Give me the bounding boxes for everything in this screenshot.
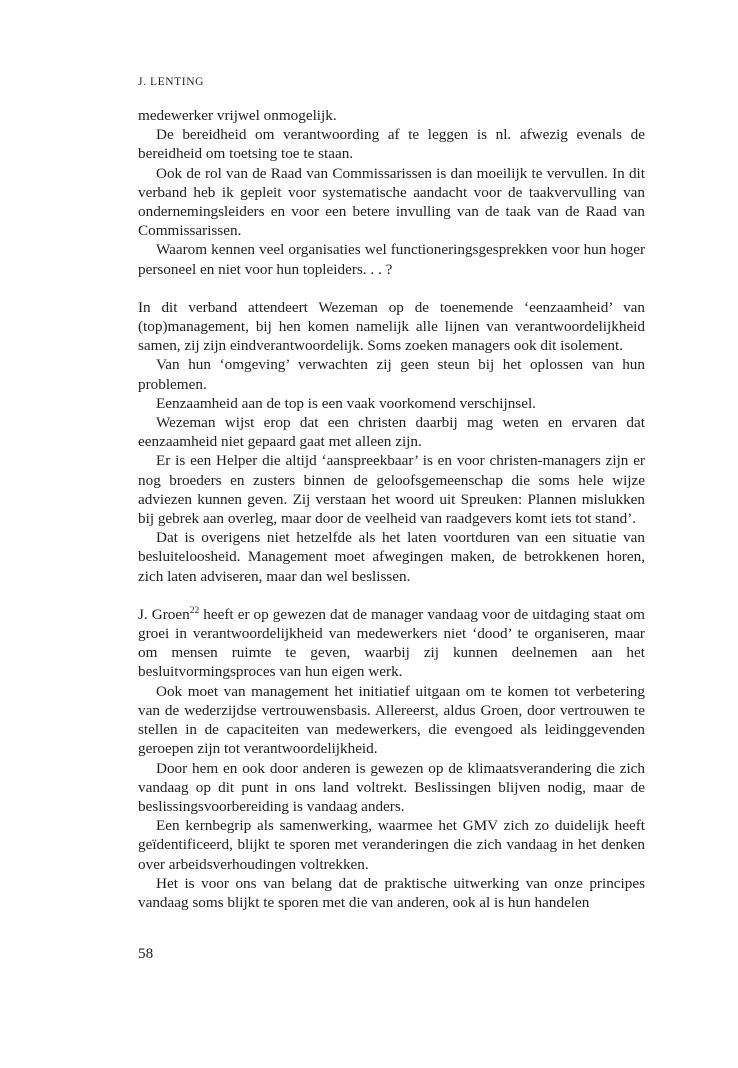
author-name: J. Groen xyxy=(138,605,190,623)
paragraph: Een kernbegrip als samenwerking, waarmee het GMV zich zo duidelijk heeft geïdentificeerd, blijkt te sporen met veranderingen die zich vandaag in het denken over arbeidsverhoudingen voltrekken. xyxy=(138,817,645,873)
paragraph: Waarom kennen veel organisaties wel functioneringsgesprekken voor hun hoger personeel en niet voor hun topleiders. . . ? xyxy=(138,241,645,278)
paragraph: Eenzaamheid aan de top is een vaak voorkomend verschijnsel. xyxy=(156,394,536,412)
body-text xyxy=(138,106,645,912)
paragraph: medewerker vrijwel onmogelijk. xyxy=(138,107,337,124)
paragraph: Er is een Helper die altijd ‘aanspreekbaar’ is en voor christen-managers zijn er nog broeders en zusters binnen de geloofsgemeenschap die soms hele wijze adviezen kunnen geven. Zij verstaan het woord uit Spreuken: Plannen mislukken bij gebrek aan overleg, maar door de veelheid van raadgevers komt iets tot stand’. xyxy=(138,452,645,528)
paragraph: Van hun ‘omgeving’ verwachten zij geen steun bij het oplossen van hun problemen. xyxy=(138,356,645,393)
paragraph: In dit verband attendeert Wezeman op de toenemende ‘eenzaamheid’ van (top)management, bij hen komen namelijk alle lijnen van verantwoordelijkheid samen, zij zijn eindverantwoordelijk. Soms zoeken managers ook dit isolement. xyxy=(138,298,645,355)
footnote-reference[interactable]: 22 xyxy=(189,605,200,616)
paragraph: Door hem en ook door anderen is gewezen op de klimaatsverandering die zich vandaag op dit punt in ons land voltrekt. Beslissingen blijven nodig, maar de beslissingsvoorbereiding is vandaag anders. xyxy=(138,759,645,815)
page-number: 58 xyxy=(138,945,154,962)
paragraph: De bereidheid om verantwoording af te leggen is nl. afwezig evenals de bereidheid om toetsing toe te staan. xyxy=(138,126,645,163)
paragraph: Dat is overigens niet hetzelfde als het laten voortduren van een situatie van besluiteloosheid. Management moet afwegingen maken, de betrokkenen horen, zich laten adviseren, maar dan wel beslissen. xyxy=(138,529,645,585)
paragraph: Ook moet van management het initiatief uitgaan om te komen tot verbetering van de wederzijdse vertrouwensbasis. Allereerst, aldus Groen, door vertrouwen te stellen in de capaciteiten van medewerkers, die evengoed als leidinggevenden geroepen zijn tot verantwoordelijkheid. xyxy=(138,682,645,758)
paragraph: Het is voor ons van belang dat de praktische uitwerking van onze principes vandaag soms blijkt te sporen met die van anderen, ook al is hun handelen xyxy=(138,874,645,911)
paragraph: Wezeman wijst erop dat een christen daarbij mag weten en ervaren dat eenzaamheid niet gepaard gaat met alleen zijn. xyxy=(138,414,645,451)
running-head: J. LENTING xyxy=(138,76,205,88)
paragraph xyxy=(138,605,645,682)
paragraph-text: heeft er op gewezen dat de manager vandaag voor de uitdaging staat om groei in verantwoordelijkheid van medewerkers niet ‘dood’ te organiseren, maar om mensen ruimte te geven, waarbij zij kunnen deelnemen aan het besluitvormingsproces van hun eigen werk. xyxy=(138,605,645,681)
paragraph: Ook de rol van de Raad van Commissarissen is dan moeilijk te vervullen. In dit verband heb ik gepleit voor systematische aandacht voor de taakvervulling van ondernemingsleiders en voor een betere invulling van de taak van de Raad van Commissarissen. xyxy=(138,164,645,240)
